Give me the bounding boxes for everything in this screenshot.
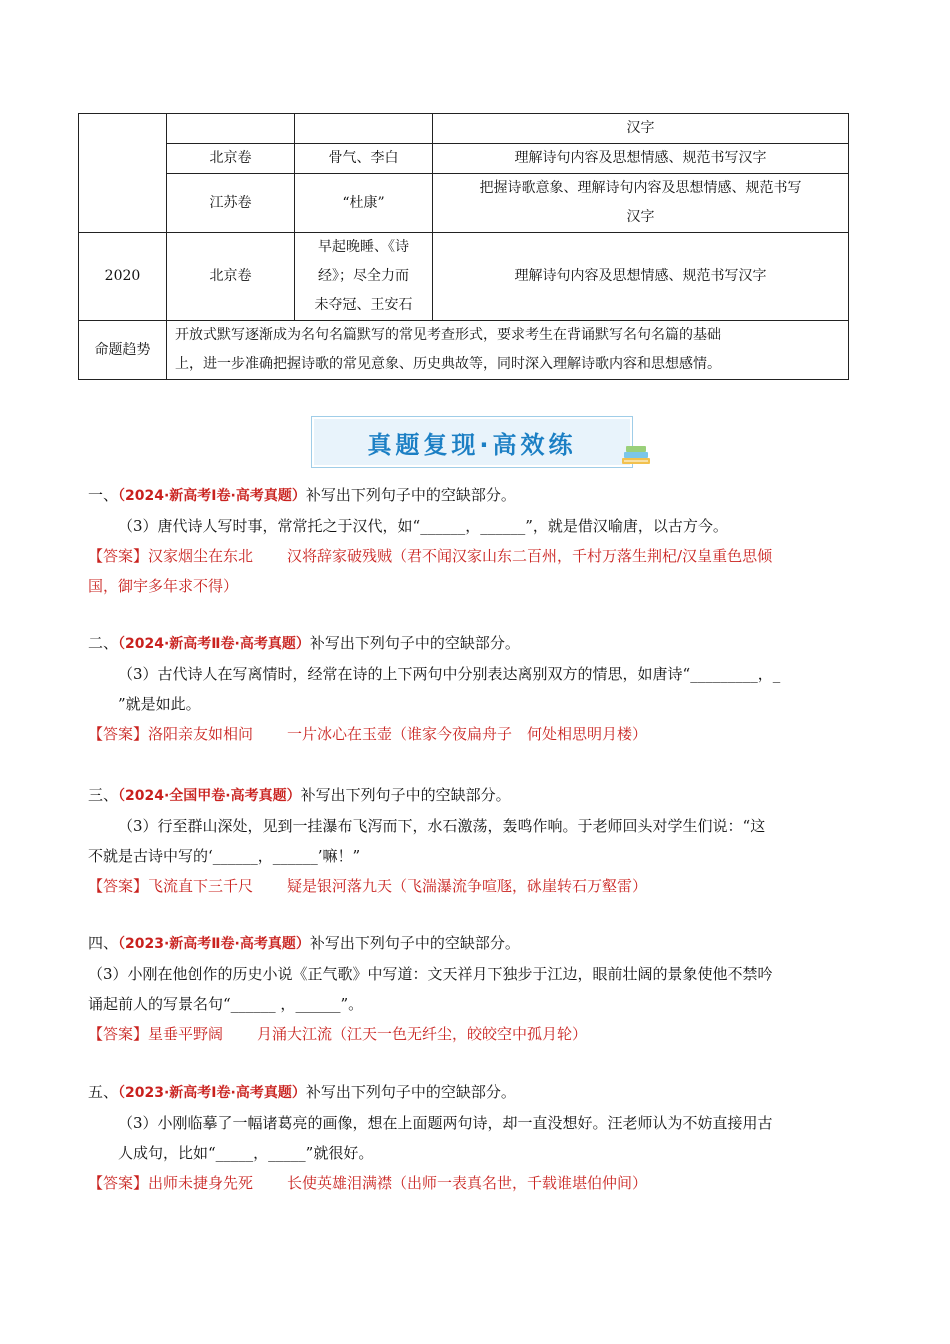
question-source: （2023·新高考Ⅰ卷·高考真题）: [118, 1085, 306, 1101]
question-2: [88, 628, 863, 749]
trend-label: 命题趋势: [79, 321, 167, 380]
requirement-cell: 理解诗句内容及思想情感、规范书写汉字: [433, 233, 849, 321]
question-body-line: 人成句，比如“_____，_____”就很好。: [118, 1144, 374, 1162]
answer-part: 洛阳亲友如相问: [148, 725, 254, 743]
question-body-line: （3）小刚在他创作的历史小说《正气歌》中写道：文天祥月下独步于江边，眼前壮阔的景象使他不禁吟: [88, 965, 773, 983]
question-source: （2024·新高考Ⅱ卷·高考真题）: [118, 636, 310, 652]
answer-part: 汉家烟尘在东北: [148, 547, 254, 565]
question-number: 一、: [88, 486, 119, 504]
question-source: （2023·新高考Ⅱ卷·高考真题）: [118, 936, 310, 952]
exam-cell: 北京卷: [167, 144, 295, 174]
question-number: 五、: [88, 1083, 119, 1101]
answer: [88, 1019, 863, 1049]
question-body-line: （3）小刚临摹了一幅诸葛亮的画像，想在上面题两句诗，却一直没想好。汪老师认为不妨直接用古: [118, 1114, 773, 1132]
trend-line: 开放式默写逐渐成为名句名篇默写的常见考查形式，要求考生在背诵默写名句名篇的基础: [175, 327, 721, 343]
answer-part: 飞流直下三千尺: [148, 877, 254, 895]
answer-label: 【答案】: [88, 725, 149, 743]
question-instruction: 补写出下列句子中的空缺部分。: [305, 1083, 516, 1101]
answer: [88, 871, 863, 901]
year-cell: 2020: [79, 233, 167, 321]
trend-text: [167, 321, 849, 380]
question-3: [88, 780, 863, 901]
topic-cell: [295, 233, 433, 321]
topic-cell-empty: [295, 114, 433, 144]
exam-cell-empty: [167, 114, 295, 144]
question-5: [88, 1077, 863, 1198]
question-body-line: （3）行至群山深处，见到一挂瀑布飞泻而下，水石激荡，轰鸣作响。于老师回头对学生们说：“这: [118, 817, 766, 835]
year-cell-empty: [79, 114, 167, 233]
answer: [88, 1168, 863, 1198]
topic-cell: “杜康”: [295, 174, 433, 233]
question-instruction: 补写出下列句子中的空缺部分。: [300, 786, 511, 804]
exam-cell: 北京卷: [167, 233, 295, 321]
question-instruction: 补写出下列句子中的空缺部分。: [309, 934, 520, 952]
answer-part: 月涌大江流（江天一色无纤尘，皎皎空中孤月轮）: [257, 1025, 588, 1043]
question-body: （3）唐代诗人写时事，常常托之于汉代，如“______，______”，就是借汉喻唐，以古方今。: [118, 517, 728, 535]
question-number: 二、: [88, 634, 119, 652]
banner-title: 真题复现·高效练: [367, 430, 577, 459]
question-body-line: ”就是如此。: [118, 695, 201, 713]
exam-analysis-table: [78, 113, 849, 380]
table-row: [79, 114, 849, 144]
answer-part: 长使英雄泪满襟（出师一表真名世，千载谁堪伯仲间）: [287, 1174, 648, 1192]
answer-part: 一片冰心在玉壶（谁家今夜扁舟子 何处相思明月楼）: [287, 725, 648, 743]
question-number: 四、: [88, 934, 119, 952]
answer-label: 【答案】: [88, 547, 149, 565]
question-4: [88, 928, 863, 1049]
answer-part: 汉将辞家破残贼（君不闻汉家山东二百州，千村万落生荆杞/汉皇重色思倾: [287, 547, 773, 565]
answer-label: 【答案】: [88, 877, 149, 895]
answer: [88, 719, 863, 749]
section-banner: [312, 417, 632, 467]
question-body-line: 不就是古诗中写的‘______，______’嘛！”: [88, 847, 361, 865]
question-number: 三、: [88, 786, 119, 804]
requirement-line: 把握诗歌意象、理解诗句内容及思想情感、规范书写: [479, 180, 802, 196]
exam-cell: 江苏卷: [167, 174, 295, 233]
table-row: [79, 144, 849, 174]
trend-line: 上，进一步准确把握诗歌的常见意象、历史典故等，同时深入理解诗歌内容和思想感情。: [175, 356, 721, 372]
topic-line: 早起晚睡、《诗: [318, 239, 409, 255]
answer: [88, 541, 863, 601]
question-instruction: 补写出下列句子中的空缺部分。: [305, 486, 516, 504]
question-body-line: 诵起前人的写景名句“______ ，______”。: [88, 995, 364, 1013]
table-row: [79, 321, 849, 380]
answer-label: 【答案】: [88, 1025, 149, 1043]
answer-label: 【答案】: [88, 1174, 149, 1192]
table-row: [79, 233, 849, 321]
requirement-cell: 理解诗句内容及思想情感、规范书写汉字: [433, 144, 849, 174]
topic-line: 未夺冠、王安石: [314, 297, 413, 313]
books-icon: [620, 444, 652, 466]
requirement-line: 汉字: [626, 209, 655, 225]
question-instruction: 补写出下列句子中的空缺部分。: [309, 634, 520, 652]
topic-line: 经》；尽全力而: [318, 268, 409, 284]
question-body-line: （3）古代诗人在写离情时，经常在诗的上下两句中分别表达离别双方的情思，如唐诗“_________，_: [118, 665, 781, 683]
question-source: （2024·新高考Ⅰ卷·高考真题）: [118, 488, 306, 504]
answer-part: 国，御宇多年求不得）: [88, 577, 239, 595]
answer-part: 疑是银河落九天（飞湍瀑流争喧豗，砯崖转石万壑雷）: [287, 877, 648, 895]
answer-part: 星垂平野阔: [148, 1025, 224, 1043]
requirement-cell: 汉字: [433, 114, 849, 144]
question-source: （2024·全国甲卷·高考真题）: [118, 788, 301, 804]
answer-part: 出师未捷身先死: [148, 1174, 254, 1192]
topic-cell: 骨气、李白: [295, 144, 433, 174]
table-row: [79, 174, 849, 233]
requirement-cell: [433, 174, 849, 233]
question-1: [88, 480, 863, 601]
